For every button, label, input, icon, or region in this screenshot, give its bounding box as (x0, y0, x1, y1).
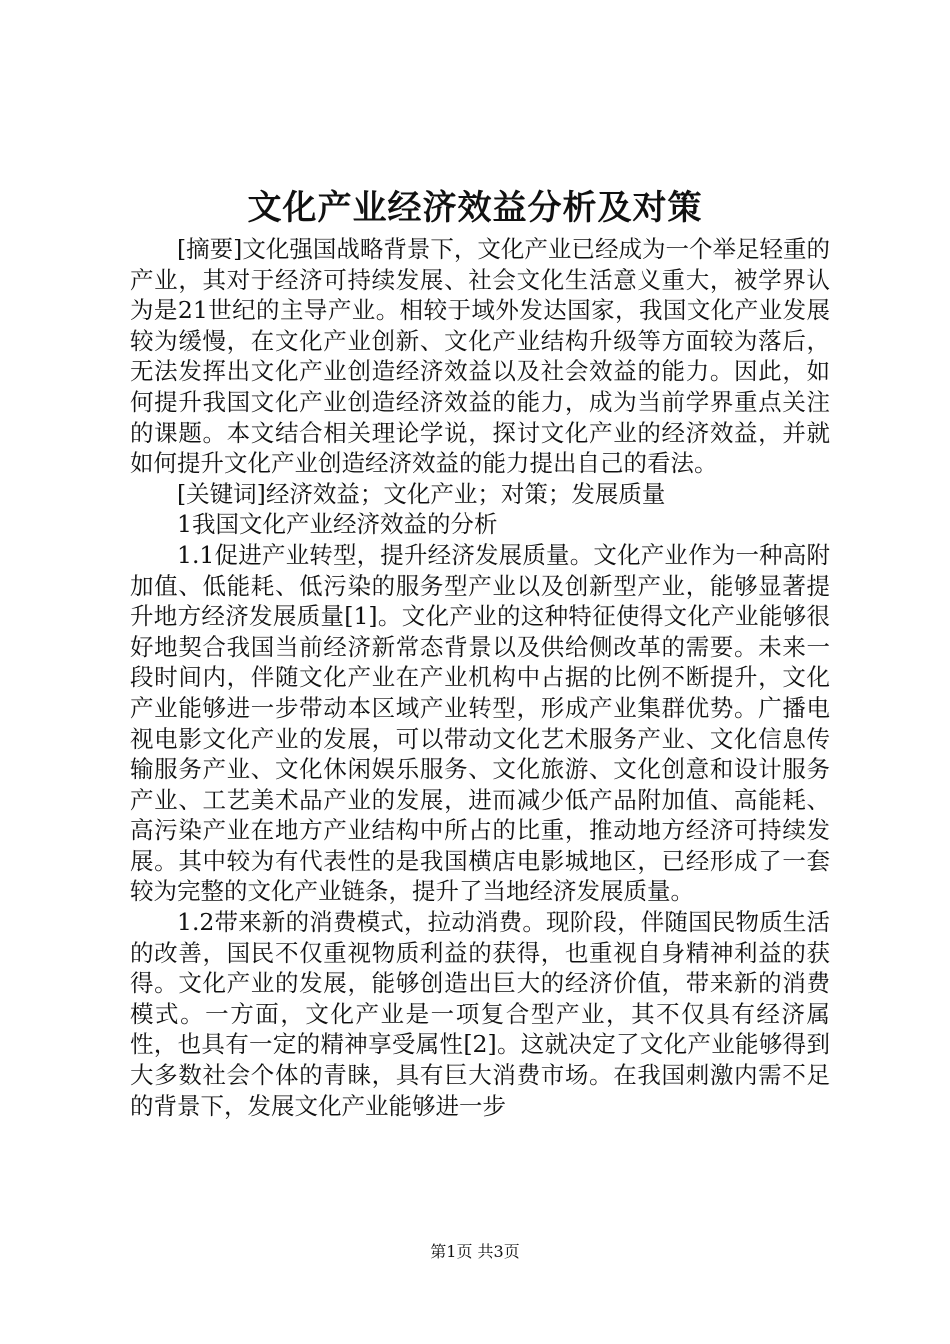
abstract-paragraph: [摘要]文化强国战略背景下，文化产业已经成为一个举足轻重的产业，其对于经济可持续发展、社会文化生活意义重大，被学界认为是21世纪的主导产业。相较于域外发达国家，我国文化产业发展较为缓慢，在文化产业创新、文化产业结构升级等方面较为落后，无法发挥出文化产业创造经济效益以及社会效益的能力。因此，如何提升我国文化产业创造经济效益的能力，成为当前学界重点关注的课题。本文结合相关理论学说，探讨文化产业的经济效益，并就如何提升文化产业创造经济效益的能力提出自己的看法。 (130, 235, 830, 478)
keywords-paragraph: [关键词]经济效益；文化产业；对策；发展质量 (177, 479, 666, 508)
body-paragraph: 1.2带来新的消费模式，拉动消费。现阶段，伴随国民物质生活的改善，国民不仅重视物质利益的获得，也重视自身精神利益的获得。文化产业的发展，能够创造出巨大的经济价值，带来新的消费模式。一方面，文化产业是一项复合型产业，其不仅具有经济属性，也具有一定的精神享受属性[2]。这就决定了文化产业能够得到大多数社会个体的青睐，具有巨大消费市场。在我国刺激内需不足的背景下，发展文化产业能够进一步 (130, 908, 830, 1120)
section-heading: 1我国文化产业经济效益的分析 (177, 510, 498, 539)
page-footer: 第1页 共3页 (430, 1242, 520, 1261)
document-title: 文化产业经济效益分析及对策 (247, 188, 703, 228)
body-paragraph: 1.1促进产业转型，提升经济发展质量。文化产业作为一种高附加值、低能耗、低污染的服务型产业以及创新型产业，能够显著提升地方经济发展质量[1]。文化产业的这种特征使得文化产业能够很好地契合我国当前经济新常态背景以及供给侧改革的需要。未来一段时间内，伴随文化产业在产业机构中占据的比例不断提升，文化产业能够进一步带动本区域产业转型，形成产业集群优势。广播电视电影文化产业的发展，可以带动文化艺术服务产业、文化信息传输服务产业、文化休闲娱乐服务、文化旅游、文化创意和设计服务产业、工艺美术品产业的发展，进而减少低产品附加值、高能耗、高污染产业在地方产业结构中所占的比重，推动地方经济可持续发展。其中较为有代表性的是我国横店电影城地区，已经形成了一套较为完整的文化产业链条，提升了当地经济发展质量。 (130, 540, 830, 906)
document-body (130, 234, 830, 1121)
